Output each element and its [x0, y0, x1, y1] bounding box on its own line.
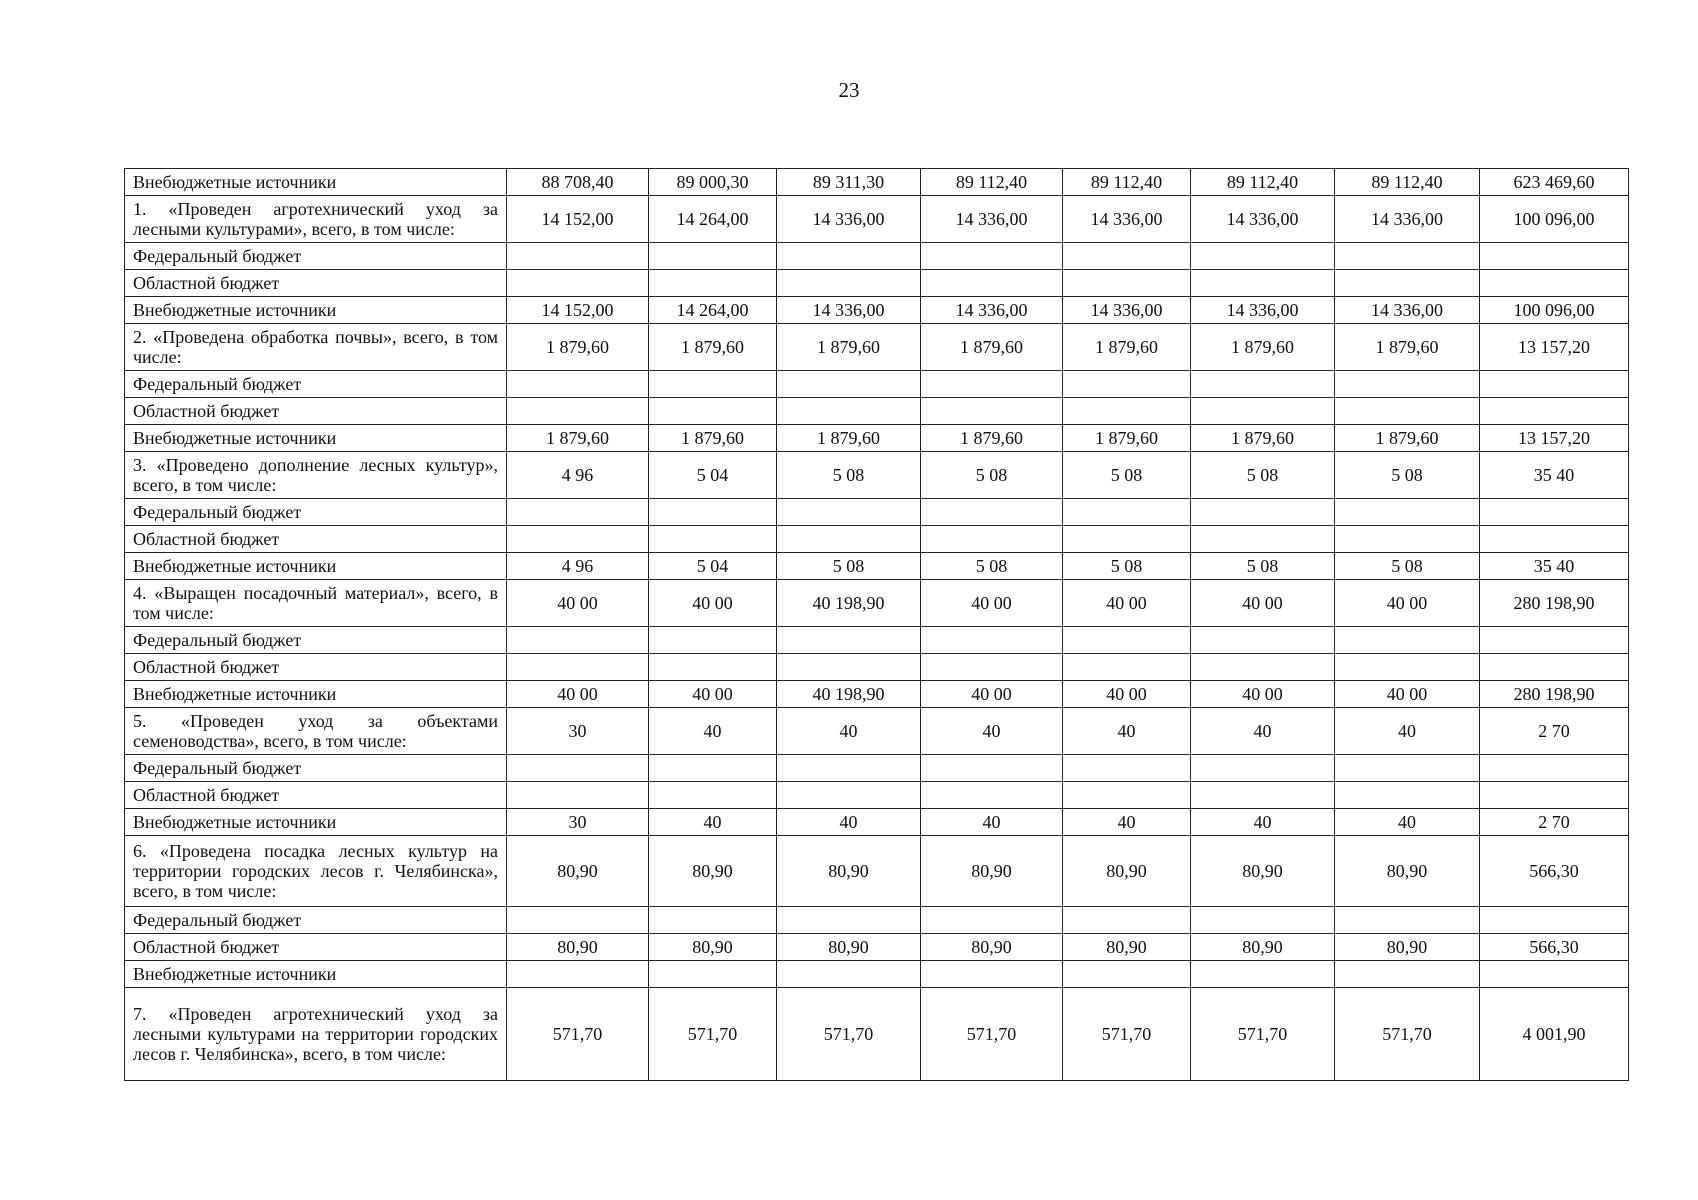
value-cell: 80,90: [507, 836, 649, 907]
row-label: Внебюджетные источники: [125, 961, 507, 988]
value-cell: [649, 243, 777, 270]
table-row: [125, 169, 1629, 196]
row-label: Внебюджетные источники: [125, 553, 507, 580]
value-cell: [649, 907, 777, 934]
value-cell: [1191, 961, 1335, 988]
table-body: [125, 169, 1629, 1081]
value-cell: 40 00: [1191, 580, 1335, 627]
value-cell: 80,90: [777, 836, 921, 907]
value-cell: 89 311,30: [777, 169, 921, 196]
value-cell: 80,90: [649, 836, 777, 907]
value-cell: [507, 907, 649, 934]
value-cell: 40: [921, 809, 1063, 836]
value-cell: [1335, 782, 1480, 809]
value-cell: 14 336,00: [777, 297, 921, 324]
value-cell: 1 879,60: [1191, 425, 1335, 452]
value-cell: 4 96: [507, 452, 649, 499]
value-cell: 40: [1063, 708, 1191, 755]
total-cell: [1480, 243, 1629, 270]
row-label: Федеральный бюджет: [125, 627, 507, 654]
value-cell: 80,90: [777, 934, 921, 961]
table-row: [125, 324, 1629, 371]
value-cell: 571,70: [777, 988, 921, 1081]
value-cell: [507, 270, 649, 297]
value-cell: [1063, 371, 1191, 398]
value-cell: 40: [921, 708, 1063, 755]
value-cell: [1063, 398, 1191, 425]
value-cell: 571,70: [921, 988, 1063, 1081]
value-cell: [777, 627, 921, 654]
total-cell: 280 198,90: [1480, 580, 1629, 627]
value-cell: [1335, 627, 1480, 654]
table-row: [125, 988, 1629, 1081]
value-cell: 5 08: [1191, 452, 1335, 499]
value-cell: 5 04: [649, 553, 777, 580]
total-cell: [1480, 499, 1629, 526]
value-cell: 14 336,00: [1191, 297, 1335, 324]
value-cell: [1063, 499, 1191, 526]
value-cell: 5 08: [1063, 553, 1191, 580]
value-cell: [507, 398, 649, 425]
table-row: [125, 196, 1629, 243]
total-cell: 566,30: [1480, 836, 1629, 907]
value-cell: 5 08: [1335, 553, 1480, 580]
value-cell: [921, 270, 1063, 297]
value-cell: [1335, 654, 1480, 681]
value-cell: 80,90: [649, 934, 777, 961]
table-row: [125, 452, 1629, 499]
value-cell: 1 879,60: [1191, 324, 1335, 371]
total-cell: [1480, 627, 1629, 654]
row-label: 5. «Проведен уход за объектами семеноводства», всего, в том числе:: [125, 708, 507, 755]
table-row: [125, 270, 1629, 297]
row-label: 1. «Проведен агротехнический уход за лесными культурами», всего, в том числе:: [125, 196, 507, 243]
total-cell: 35 40: [1480, 452, 1629, 499]
table-row: [125, 681, 1629, 708]
value-cell: [649, 755, 777, 782]
value-cell: [1191, 654, 1335, 681]
value-cell: 1 879,60: [507, 324, 649, 371]
value-cell: [921, 371, 1063, 398]
value-cell: 40: [1191, 809, 1335, 836]
value-cell: 14 152,00: [507, 297, 649, 324]
value-cell: 40 00: [1335, 580, 1480, 627]
value-cell: 1 879,60: [1335, 324, 1480, 371]
table-row: [125, 297, 1629, 324]
value-cell: [1335, 371, 1480, 398]
row-label: 2. «Проведена обработка почвы», всего, в том числе:: [125, 324, 507, 371]
row-label: 3. «Проведено дополнение лесных культур», всего, в том числе:: [125, 452, 507, 499]
value-cell: 1 879,60: [1063, 324, 1191, 371]
value-cell: 5 08: [777, 553, 921, 580]
value-cell: [1063, 627, 1191, 654]
value-cell: [921, 243, 1063, 270]
total-cell: [1480, 755, 1629, 782]
table-row: [125, 836, 1629, 907]
value-cell: 40: [1335, 809, 1480, 836]
value-cell: 40 00: [1063, 681, 1191, 708]
value-cell: [1335, 243, 1480, 270]
value-cell: [507, 526, 649, 553]
table-row: [125, 371, 1629, 398]
table-row: [125, 809, 1629, 836]
value-cell: 14 336,00: [1335, 297, 1480, 324]
value-cell: 14 264,00: [649, 196, 777, 243]
value-cell: 5 08: [1191, 553, 1335, 580]
value-cell: 40 00: [507, 580, 649, 627]
value-cell: [1191, 270, 1335, 297]
value-cell: [649, 270, 777, 297]
value-cell: 40: [649, 708, 777, 755]
value-cell: [1063, 755, 1191, 782]
total-cell: 4 001,90: [1480, 988, 1629, 1081]
value-cell: 80,90: [1063, 836, 1191, 907]
value-cell: 1 879,60: [507, 425, 649, 452]
value-cell: 40 00: [1191, 681, 1335, 708]
table-row: [125, 654, 1629, 681]
value-cell: [921, 907, 1063, 934]
value-cell: 571,70: [649, 988, 777, 1081]
value-cell: [1191, 526, 1335, 553]
value-cell: [921, 961, 1063, 988]
value-cell: 14 336,00: [1063, 297, 1191, 324]
value-cell: [1191, 907, 1335, 934]
value-cell: [921, 398, 1063, 425]
value-cell: 40: [649, 809, 777, 836]
value-cell: [1191, 371, 1335, 398]
value-cell: 40 00: [921, 580, 1063, 627]
value-cell: [1191, 243, 1335, 270]
row-label: Внебюджетные источники: [125, 425, 507, 452]
value-cell: [921, 654, 1063, 681]
value-cell: [507, 782, 649, 809]
value-cell: [1063, 907, 1191, 934]
total-cell: 13 157,20: [1480, 324, 1629, 371]
value-cell: [921, 526, 1063, 553]
value-cell: [777, 398, 921, 425]
value-cell: 14 336,00: [1191, 196, 1335, 243]
value-cell: [921, 499, 1063, 526]
table-row: [125, 499, 1629, 526]
value-cell: 14 336,00: [921, 297, 1063, 324]
row-label: Федеральный бюджет: [125, 907, 507, 934]
value-cell: 1 879,60: [921, 425, 1063, 452]
value-cell: [507, 961, 649, 988]
row-label: Внебюджетные источники: [125, 681, 507, 708]
row-label: Внебюджетные источники: [125, 297, 507, 324]
value-cell: [649, 499, 777, 526]
value-cell: 1 879,60: [921, 324, 1063, 371]
value-cell: [777, 526, 921, 553]
row-label: Внебюджетные источники: [125, 169, 507, 196]
table-row: [125, 934, 1629, 961]
table-row: [125, 553, 1629, 580]
value-cell: [777, 755, 921, 782]
value-cell: 30: [507, 708, 649, 755]
value-cell: [1335, 961, 1480, 988]
value-cell: 40 00: [921, 681, 1063, 708]
value-cell: [1335, 907, 1480, 934]
total-cell: 100 096,00: [1480, 297, 1629, 324]
value-cell: [1335, 398, 1480, 425]
value-cell: 80,90: [1335, 836, 1480, 907]
table-row: [125, 961, 1629, 988]
value-cell: 40 00: [507, 681, 649, 708]
value-cell: [921, 627, 1063, 654]
value-cell: [649, 371, 777, 398]
total-cell: 2 70: [1480, 708, 1629, 755]
value-cell: [777, 782, 921, 809]
value-cell: 89 112,40: [921, 169, 1063, 196]
value-cell: [1335, 270, 1480, 297]
total-cell: [1480, 907, 1629, 934]
value-cell: 40: [777, 708, 921, 755]
value-cell: 89 112,40: [1063, 169, 1191, 196]
value-cell: [1063, 243, 1191, 270]
total-cell: [1480, 654, 1629, 681]
table-row: [125, 526, 1629, 553]
page-number: 23: [838, 78, 860, 102]
row-label: Федеральный бюджет: [125, 243, 507, 270]
row-label: Областной бюджет: [125, 398, 507, 425]
table-row: [125, 907, 1629, 934]
value-cell: 571,70: [1335, 988, 1480, 1081]
value-cell: [1335, 755, 1480, 782]
total-cell: 13 157,20: [1480, 425, 1629, 452]
value-cell: 14 336,00: [921, 196, 1063, 243]
value-cell: [1191, 499, 1335, 526]
value-cell: [507, 243, 649, 270]
table-row: [125, 782, 1629, 809]
value-cell: 88 708,40: [507, 169, 649, 196]
value-cell: 5 08: [921, 452, 1063, 499]
table-row: [125, 398, 1629, 425]
value-cell: 571,70: [1191, 988, 1335, 1081]
value-cell: 5 04: [649, 452, 777, 499]
table-row: [125, 580, 1629, 627]
value-cell: 40: [1191, 708, 1335, 755]
value-cell: 40 00: [1335, 681, 1480, 708]
value-cell: 1 879,60: [777, 324, 921, 371]
value-cell: [777, 371, 921, 398]
value-cell: 40: [777, 809, 921, 836]
table-row: [125, 627, 1629, 654]
value-cell: [649, 526, 777, 553]
value-cell: [777, 270, 921, 297]
table-row: [125, 243, 1629, 270]
value-cell: 5 08: [1063, 452, 1191, 499]
row-label: Областной бюджет: [125, 934, 507, 961]
total-cell: 100 096,00: [1480, 196, 1629, 243]
value-cell: 571,70: [1063, 988, 1191, 1081]
total-cell: [1480, 270, 1629, 297]
value-cell: 40 198,90: [777, 681, 921, 708]
value-cell: [1063, 270, 1191, 297]
value-cell: 89 112,40: [1335, 169, 1480, 196]
value-cell: 40: [1335, 708, 1480, 755]
value-cell: 80,90: [1335, 934, 1480, 961]
row-label: Областной бюджет: [125, 654, 507, 681]
value-cell: 5 08: [921, 553, 1063, 580]
value-cell: [777, 243, 921, 270]
value-cell: 80,90: [1191, 934, 1335, 961]
value-cell: 14 336,00: [777, 196, 921, 243]
value-cell: 14 152,00: [507, 196, 649, 243]
value-cell: 1 879,60: [1063, 425, 1191, 452]
value-cell: 4 96: [507, 553, 649, 580]
value-cell: 89 000,30: [649, 169, 777, 196]
value-cell: 40: [1063, 809, 1191, 836]
value-cell: [507, 654, 649, 681]
total-cell: 280 198,90: [1480, 681, 1629, 708]
total-cell: 35 40: [1480, 553, 1629, 580]
row-label: Областной бюджет: [125, 270, 507, 297]
total-cell: [1480, 782, 1629, 809]
value-cell: [921, 755, 1063, 782]
value-cell: [777, 654, 921, 681]
value-cell: 40 00: [1063, 580, 1191, 627]
value-cell: 14 264,00: [649, 297, 777, 324]
row-label: Федеральный бюджет: [125, 371, 507, 398]
total-cell: [1480, 398, 1629, 425]
value-cell: 80,90: [1063, 934, 1191, 961]
value-cell: 571,70: [507, 988, 649, 1081]
value-cell: 14 336,00: [1335, 196, 1480, 243]
value-cell: [1191, 755, 1335, 782]
value-cell: 1 879,60: [649, 324, 777, 371]
value-cell: [1063, 782, 1191, 809]
value-cell: 1 879,60: [649, 425, 777, 452]
total-cell: 2 70: [1480, 809, 1629, 836]
value-cell: 80,90: [507, 934, 649, 961]
total-cell: 623 469,60: [1480, 169, 1629, 196]
row-label: Федеральный бюджет: [125, 755, 507, 782]
value-cell: 5 08: [1335, 452, 1480, 499]
table-row: [125, 425, 1629, 452]
value-cell: [777, 961, 921, 988]
value-cell: [1063, 961, 1191, 988]
value-cell: [507, 755, 649, 782]
row-label: Областной бюджет: [125, 782, 507, 809]
row-label: Федеральный бюджет: [125, 499, 507, 526]
financing-table: [124, 168, 1629, 1081]
value-cell: 80,90: [1191, 836, 1335, 907]
row-label: 6. «Проведена посадка лесных культур на территории городских лесов г. Челябинска», всего, в том числе:: [125, 836, 507, 907]
value-cell: [921, 782, 1063, 809]
value-cell: 80,90: [921, 934, 1063, 961]
value-cell: [649, 398, 777, 425]
row-label: 4. «Выращен посадочный материал», всего, в том числе:: [125, 580, 507, 627]
value-cell: 1 879,60: [777, 425, 921, 452]
value-cell: [1191, 782, 1335, 809]
value-cell: 1 879,60: [1335, 425, 1480, 452]
value-cell: 40 198,90: [777, 580, 921, 627]
table-row: [125, 755, 1629, 782]
value-cell: [1063, 526, 1191, 553]
value-cell: [1335, 499, 1480, 526]
value-cell: 30: [507, 809, 649, 836]
value-cell: [507, 371, 649, 398]
total-cell: 566,30: [1480, 934, 1629, 961]
value-cell: 14 336,00: [1063, 196, 1191, 243]
value-cell: [649, 654, 777, 681]
value-cell: [1191, 627, 1335, 654]
value-cell: [649, 627, 777, 654]
total-cell: [1480, 371, 1629, 398]
value-cell: 40 00: [649, 580, 777, 627]
total-cell: [1480, 961, 1629, 988]
row-label: Внебюджетные источники: [125, 809, 507, 836]
value-cell: [1191, 398, 1335, 425]
value-cell: [507, 627, 649, 654]
value-cell: [649, 961, 777, 988]
value-cell: [649, 782, 777, 809]
value-cell: 80,90: [921, 836, 1063, 907]
value-cell: [777, 499, 921, 526]
value-cell: 89 112,40: [1191, 169, 1335, 196]
row-label: Областной бюджет: [125, 526, 507, 553]
table-row: [125, 708, 1629, 755]
value-cell: [777, 907, 921, 934]
value-cell: [1063, 654, 1191, 681]
value-cell: [1335, 526, 1480, 553]
value-cell: 5 08: [777, 452, 921, 499]
value-cell: 40 00: [649, 681, 777, 708]
row-label: 7. «Проведен агротехнический уход за лесными культурами на территории городских лесов г. Челябинска», всего, в том числе:: [125, 988, 507, 1081]
value-cell: [507, 499, 649, 526]
total-cell: [1480, 526, 1629, 553]
